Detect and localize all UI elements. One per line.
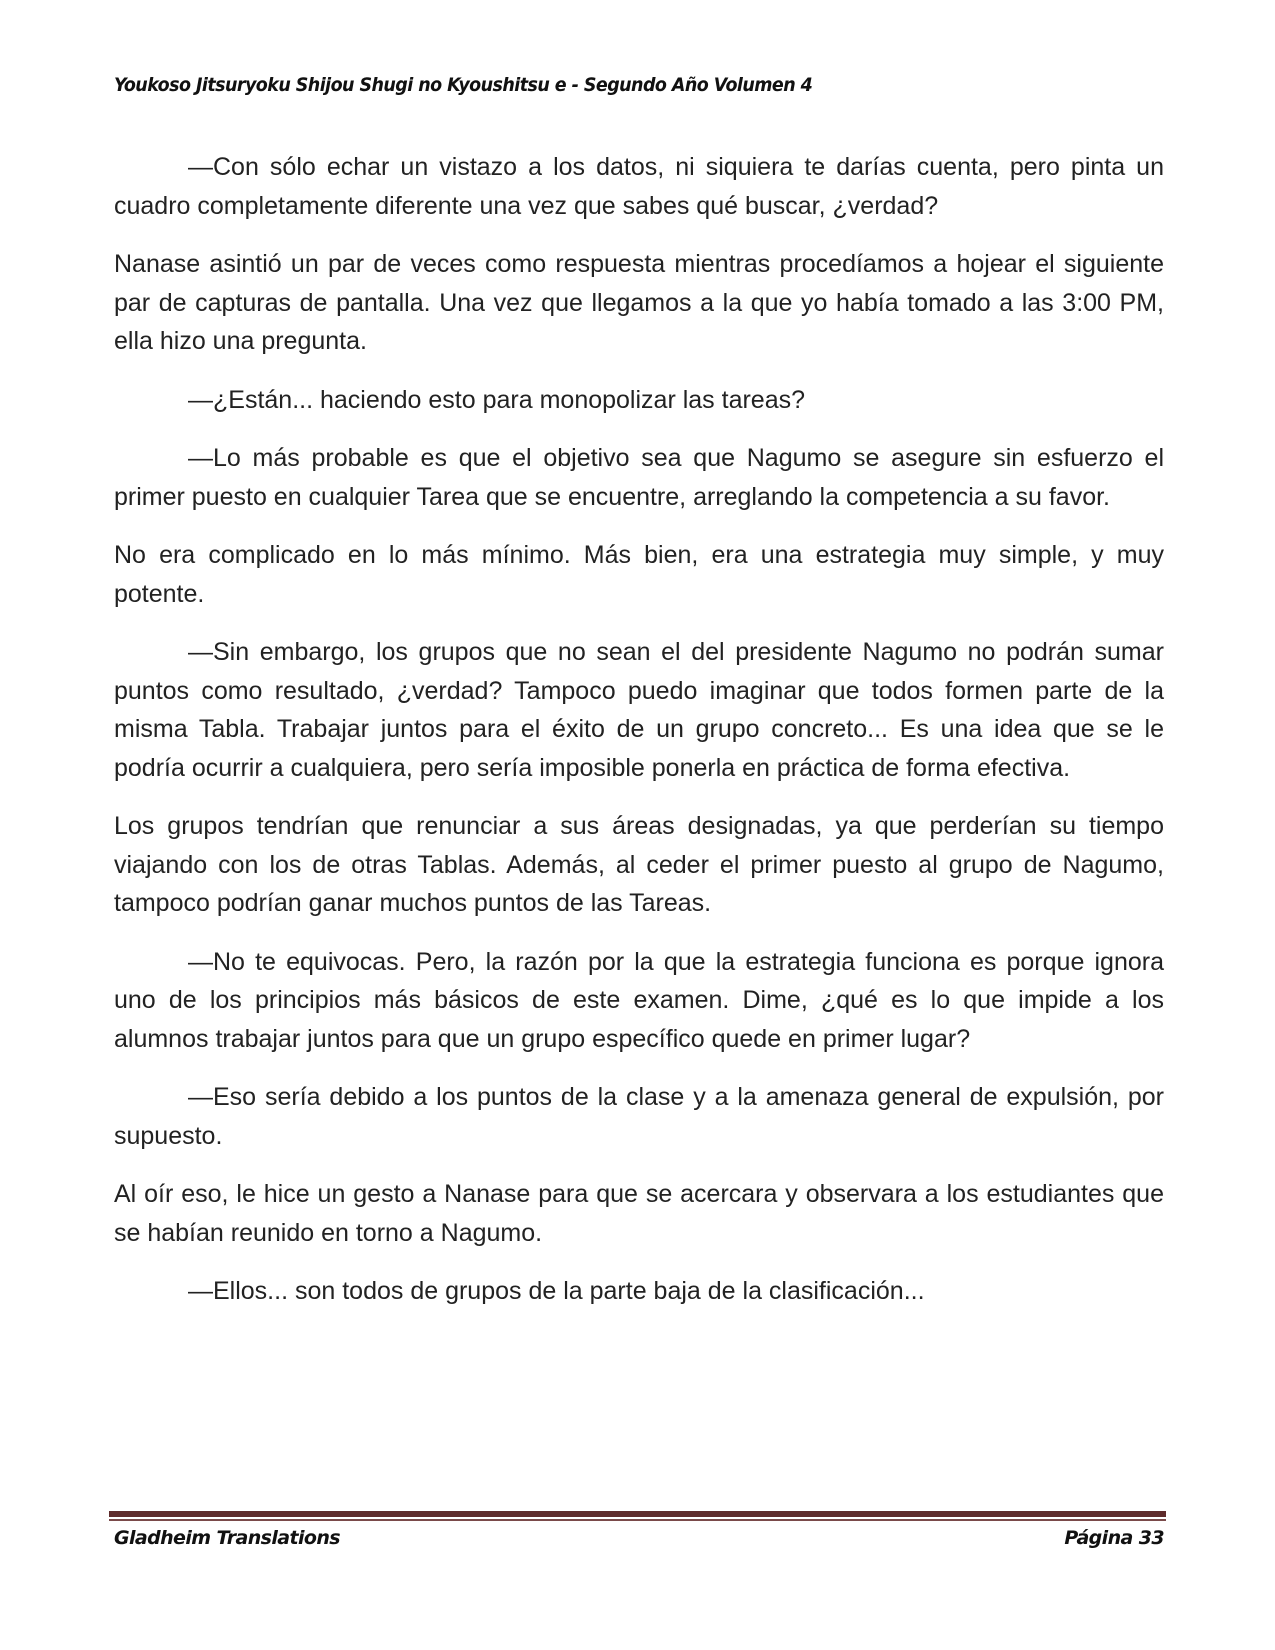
paragraph: No era complicado en lo más mínimo. Más bien, era una estrategia muy simple, y muy potente. <box>114 541 1164 608</box>
footer-rule-thick <box>109 1511 1166 1517</box>
paragraph: —No te equivocas. Pero, la razón por la que la estrategia funciona es porque ignora uno de los principios más básicos de este examen. Dime, ¿qué es lo que impide a los alumnos trabajar juntos para que un grupo específico quede en primer lugar? <box>114 947 1164 1053</box>
paragraph: —Lo más probable es que el objetivo sea que Nagumo se asegure sin esfuerzo el primer puesto en cualquier Tarea que se encuentre, arreglando la competencia a su favor. <box>114 444 1164 511</box>
paragraph: —¿Están... haciendo esto para monopolizar las tareas? <box>188 385 806 414</box>
paragraph: Nanase asintió un par de veces como respuesta mientras procedíamos a hojear el siguiente par de capturas de pantalla. Una vez que llegamos a la que yo había tomado a las 3:00 PM, ella hizo una pregunta. <box>114 250 1164 355</box>
footer-page-number: Página 33 <box>1064 1527 1164 1549</box>
footer-rule-thin <box>109 1519 1166 1521</box>
page-body <box>114 148 1164 1331</box>
paragraph: —Eso sería debido a los puntos de la clase y a la amenaza general de expulsión, por supuesto. <box>114 1083 1164 1150</box>
paragraph: Al oír eso, le hice un gesto a Nanase para que se acercara y observara a los estudiantes que se habían reunido en torno a Nagumo. <box>114 1180 1164 1247</box>
footer-translator: Gladheim Translations <box>114 1527 340 1549</box>
paragraph: Los grupos tendrían que renunciar a sus áreas designadas, ya que perderían su tiempo viajando con los de otras Tablas. Además, al ceder el primer puesto al grupo de Nagumo, tampoco podrían ganar muchos puntos de las Tareas. <box>114 812 1164 917</box>
running-header: Youkoso Jitsuryoku Shijou Shugi no Kyoushitsu e - Segundo Año Volumen 4 <box>114 74 813 96</box>
paragraph: —Sin embargo, los grupos que no sean el del presidente Nagumo no podrán sumar puntos como resultado, ¿verdad? Tampoco puedo imaginar que todos formen parte de la misma Tabla. Trabajar juntos para el éxito de un grupo concreto... Es una idea que se le podría ocurrir a cualquiera, pero sería imposible ponerla en práctica de forma efectiva. <box>114 638 1164 782</box>
paragraph: —Con sólo echar un vistazo a los datos, ni siquiera te darías cuenta, pero pinta un cuadro completamente diferente una vez que sabes qué buscar, ¿verdad? <box>114 153 1164 220</box>
paragraph: —Ellos... son todos de grupos de la parte baja de la clasificación... <box>188 1277 925 1305</box>
